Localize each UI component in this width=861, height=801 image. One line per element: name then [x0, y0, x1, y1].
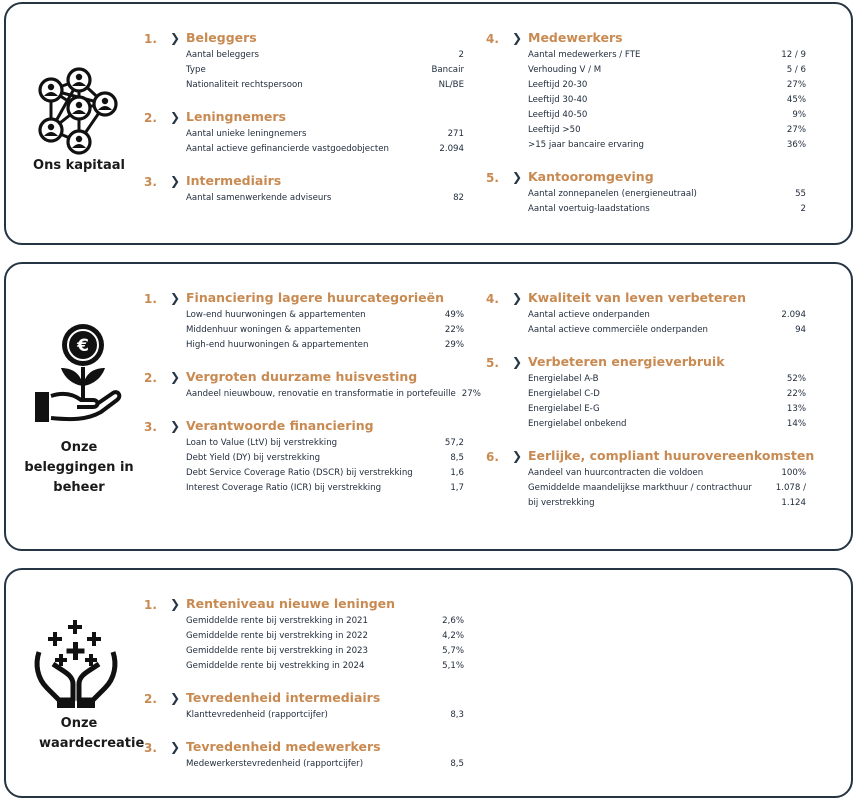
- metric-row: [186, 78, 464, 93]
- section: [144, 690, 464, 723]
- metric-row: [186, 757, 464, 772]
- metric-label: Aantal beleggers: [186, 50, 259, 60]
- metric-row: [186, 323, 464, 338]
- metric-row: [186, 436, 464, 451]
- metric-value: 55: [795, 189, 806, 199]
- metric-row: [528, 187, 806, 202]
- metric-row: [186, 48, 464, 63]
- metric-row: [528, 481, 806, 511]
- metric-row: [186, 451, 464, 466]
- column-left: [144, 30, 464, 206]
- metric-value: 13%: [786, 404, 806, 414]
- metric-value: 82: [453, 193, 464, 203]
- metric-label: Gemiddelde maandelijkse markthuur / contracthuur bij verstrekking: [528, 483, 752, 508]
- metric-label: Energielabel C-D: [528, 389, 600, 399]
- metric-label: Aandeel nieuwbouw, renovatie en transformatie in portefeuille: [186, 389, 456, 399]
- chevron-right-icon: ❯: [170, 370, 181, 384]
- chevron-right-icon: ❯: [170, 740, 181, 754]
- metric-row: [528, 78, 806, 93]
- column-right: [486, 30, 806, 217]
- metric-value: 22%: [444, 325, 464, 335]
- metric-row: [528, 48, 806, 63]
- metric-value: 8,5: [450, 759, 464, 769]
- network-people-icon: [29, 64, 129, 156]
- metric-value: 2: [800, 204, 806, 214]
- metric-value: 52%: [786, 374, 806, 384]
- metric-label: Energielabel E-G: [528, 404, 600, 414]
- section-number: 3.: [144, 420, 157, 434]
- metric-label: Type: [186, 65, 206, 75]
- section-number: 4.: [486, 32, 499, 46]
- metric-value: 1,6: [450, 468, 464, 478]
- metric-row: [528, 202, 806, 217]
- metric-value: 36%: [786, 140, 806, 150]
- panel-icon-block: [24, 320, 134, 498]
- metric-label: Low-end huurwoningen & appartementen: [186, 310, 366, 320]
- metric-value: 45%: [786, 95, 806, 105]
- metric-row: [186, 127, 464, 142]
- metric-value: 2.094: [439, 144, 464, 154]
- metric-list: [528, 308, 806, 338]
- metric-list: [186, 387, 481, 402]
- metric-label: High-end huurwoningen & appartementen: [186, 340, 369, 350]
- metric-row: [528, 372, 806, 387]
- metric-label: Aandeel van huurcontracten die voldoen: [528, 468, 704, 478]
- metric-row: [186, 466, 464, 481]
- metric-value: 94: [795, 325, 806, 335]
- metric-label: Aantal voertuig-laadstations: [528, 204, 650, 214]
- metric-row: [186, 659, 464, 674]
- metric-value: 14%: [786, 419, 806, 429]
- metric-list: [186, 614, 464, 674]
- metric-label: Aantal zonnepanelen (energieneutraal): [528, 189, 697, 199]
- metric-row: [186, 308, 464, 323]
- metric-value: 5,1%: [442, 661, 464, 671]
- metric-value: 12 / 9: [781, 50, 806, 60]
- column-left: [144, 290, 481, 496]
- metric-value: NL/BE: [438, 80, 464, 90]
- metric-label: Aantal samenwerkende adviseurs: [186, 193, 332, 203]
- metric-value: 2.094: [781, 310, 806, 320]
- section-number: 2.: [144, 692, 157, 706]
- chevron-right-icon: ❯: [170, 174, 181, 188]
- section-title: Financiering lagere huurcategorieën: [186, 290, 445, 305]
- metric-value: 8,5: [450, 453, 464, 463]
- section-number: 3.: [144, 741, 157, 755]
- metric-label: Gemiddelde rente bij verstrekking in 2021: [186, 616, 368, 626]
- metric-label: Gemiddelde rente bij verstrekking in 2022: [186, 631, 368, 641]
- section-title: Leningnemers: [186, 109, 286, 124]
- metric-label: Leeftijd 40-50: [528, 110, 588, 120]
- metric-row: [528, 387, 806, 402]
- chevron-right-icon: ❯: [170, 691, 181, 705]
- metric-list: [186, 757, 464, 772]
- metric-list: [528, 466, 806, 511]
- section-title: Tevredenheid medewerkers: [186, 739, 381, 754]
- metric-list: [186, 127, 464, 157]
- chevron-right-icon: ❯: [170, 110, 181, 124]
- hand-euro-plant-icon: [29, 320, 129, 430]
- metric-row: [186, 629, 464, 644]
- metric-value: 1.078 / 1.124: [775, 483, 806, 508]
- metric-list: [186, 48, 464, 93]
- section-number: 1.: [144, 32, 157, 46]
- panel-label: Onze beleggingen in beheer: [24, 440, 134, 495]
- section: [144, 290, 464, 353]
- section-header: [144, 739, 464, 757]
- metric-row: [186, 387, 481, 402]
- metric-label: Nationaliteit rechtspersoon: [186, 80, 303, 90]
- metric-row: [186, 142, 464, 157]
- metric-row: [528, 417, 806, 432]
- section-number: 5.: [486, 356, 499, 370]
- chevron-right-icon: ❯: [512, 31, 523, 45]
- metric-label: Debt Yield (DY) bij verstrekking: [186, 453, 321, 463]
- metric-value: 4,2%: [442, 631, 464, 641]
- chevron-right-icon: ❯: [512, 170, 523, 184]
- metric-value: 100%: [781, 468, 806, 478]
- panel-label: Ons kapitaal: [33, 158, 125, 173]
- section: [486, 169, 806, 217]
- panel-icon-block: [24, 618, 145, 754]
- section-header: [144, 109, 464, 127]
- metric-value: 5 / 6: [786, 65, 806, 75]
- metric-label: Interest Coverage Ratio (ICR) bij verstrekking: [186, 483, 382, 493]
- metric-row: [186, 481, 464, 496]
- chevron-right-icon: ❯: [512, 291, 523, 305]
- metric-label: Leeftijd 30-40: [528, 95, 588, 105]
- metric-row: [528, 138, 806, 153]
- section: [486, 354, 806, 432]
- section-header: [486, 448, 815, 466]
- panel-waardecreatie: [4, 568, 853, 798]
- metric-list: [186, 708, 464, 723]
- metric-label: Aantal unieke leningnemers: [186, 129, 307, 139]
- metric-value: 271: [447, 129, 464, 139]
- metric-value: 57,2: [444, 438, 464, 448]
- section-number: 1.: [144, 598, 157, 612]
- section: [144, 369, 481, 402]
- section-header: [486, 30, 806, 48]
- metric-label: Loan to Value (LtV) bij verstrekking: [186, 438, 338, 448]
- column-left: [144, 596, 464, 772]
- section-number: 6.: [486, 450, 499, 464]
- metric-label: Gemiddelde rente bij vestrekking in 2024: [186, 661, 365, 671]
- chevron-right-icon: ❯: [170, 419, 181, 433]
- section: [144, 109, 464, 157]
- metric-value: 27%: [461, 389, 481, 399]
- metric-label: Aantal actieve onderpanden: [528, 310, 650, 320]
- section: [486, 448, 815, 511]
- section-title: Verantwoorde financiering: [186, 418, 374, 433]
- section: [144, 418, 464, 496]
- metric-value: 27%: [786, 125, 806, 135]
- section-title: Beleggers: [186, 30, 257, 45]
- metric-label: Medewerkerstevredenheid (rapportcijfer): [186, 759, 364, 769]
- section: [144, 173, 464, 206]
- section-title: Eerlijke, compliant huurovereenkomsten: [528, 448, 815, 463]
- metric-row: [186, 708, 464, 723]
- metric-list: [186, 308, 464, 353]
- chevron-right-icon: ❯: [170, 597, 181, 611]
- section-title: Tevredenheid intermediairs: [186, 690, 381, 705]
- section-title: Renteniveau nieuwe leningen: [186, 596, 396, 611]
- metric-value: 22%: [786, 389, 806, 399]
- section-header: [144, 290, 464, 308]
- section-title: Kwaliteit van leven verbeteren: [528, 290, 746, 305]
- metric-value: Bancair: [431, 65, 464, 75]
- section-header: [144, 418, 464, 436]
- section: [486, 30, 806, 153]
- section-number: 1.: [144, 292, 157, 306]
- section: [486, 290, 806, 338]
- metric-label: Verhouding V / M: [528, 65, 602, 75]
- metric-list: [186, 191, 464, 206]
- section-header: [144, 690, 464, 708]
- metric-label: Middenhuur woningen & appartementen: [186, 325, 361, 335]
- metric-row: [186, 63, 464, 78]
- metric-label: Leeftijd >50: [528, 125, 581, 135]
- section-title: Intermediairs: [186, 173, 282, 188]
- section-title: Kantooromgeving: [528, 169, 654, 184]
- metric-row: [186, 338, 464, 353]
- metric-row: [528, 402, 806, 417]
- chevron-right-icon: ❯: [170, 291, 181, 305]
- metric-row: [528, 63, 806, 78]
- panel-beleggingen: [4, 262, 853, 551]
- metric-label: Klanttevredenheid (rapportcijfer): [186, 710, 328, 720]
- metric-row: [186, 644, 464, 659]
- metric-label: Aantal actieve gefinancierde vastgoedobjecten: [186, 144, 389, 154]
- metric-value: 49%: [444, 310, 464, 320]
- section-title: Vergroten duurzame huisvesting: [186, 369, 418, 384]
- section-title: Medewerkers: [528, 30, 623, 45]
- metric-label: Gemiddelde rente bij verstrekking in 2023: [186, 646, 368, 656]
- metric-row: [528, 323, 806, 338]
- metric-row: [528, 108, 806, 123]
- section: [144, 596, 464, 674]
- section-header: [144, 173, 464, 191]
- metric-value: 8,3: [450, 710, 464, 720]
- metric-label: >15 jaar bancaire ervaring: [528, 140, 644, 150]
- metric-row: [528, 93, 806, 108]
- panel-ons-kapitaal: [4, 2, 853, 245]
- section-number: 4.: [486, 292, 499, 306]
- metric-row: [528, 123, 806, 138]
- metric-label: Aantal medewerkers / FTE: [528, 50, 641, 60]
- section-title: Verbeteren energieverbruik: [528, 354, 725, 369]
- metric-value: 2,6%: [442, 616, 464, 626]
- metric-list: [528, 48, 806, 153]
- section-header: [144, 369, 464, 387]
- metric-list: [528, 187, 806, 217]
- section: [144, 739, 464, 772]
- metric-value: 29%: [444, 340, 464, 350]
- metric-row: [186, 191, 464, 206]
- metric-label: Leeftijd 20-30: [528, 80, 588, 90]
- metric-list: [528, 372, 806, 432]
- section-number: 3.: [144, 175, 157, 189]
- chevron-right-icon: ❯: [512, 449, 523, 463]
- metric-list: [186, 436, 464, 496]
- metric-label: Energielabel A-B: [528, 374, 599, 384]
- metric-label: Energielabel onbekend: [528, 419, 627, 429]
- metric-label: Aantal actieve commerciële onderpanden: [528, 325, 708, 335]
- section-header: [144, 596, 464, 614]
- metric-value: 5,7%: [442, 646, 464, 656]
- section-header: [486, 169, 806, 187]
- chevron-right-icon: ❯: [512, 355, 523, 369]
- metric-value: 27%: [786, 80, 806, 90]
- chevron-right-icon: ❯: [170, 31, 181, 45]
- metric-row: [528, 466, 806, 481]
- svg-text:€: €: [77, 336, 89, 356]
- section-number: 5.: [486, 171, 499, 185]
- panel-icon-block: [24, 64, 134, 176]
- metric-row: [528, 308, 806, 323]
- panel-label: Onze waardecreatie: [39, 716, 145, 751]
- section-number: 2.: [144, 111, 157, 125]
- metric-row: [186, 614, 464, 629]
- section: [144, 30, 464, 93]
- metric-value: 2: [458, 50, 464, 60]
- section-header: [144, 30, 464, 48]
- column-right: [486, 290, 815, 511]
- metric-label: Debt Service Coverage Ratio (DSCR) bij verstrekking: [186, 468, 413, 478]
- hands-plus-icon: [29, 618, 129, 710]
- section-number: 2.: [144, 371, 157, 385]
- section-header: [486, 354, 806, 372]
- section-header: [486, 290, 806, 308]
- metric-value: 1,7: [450, 483, 464, 493]
- metric-value: 9%: [792, 110, 806, 120]
